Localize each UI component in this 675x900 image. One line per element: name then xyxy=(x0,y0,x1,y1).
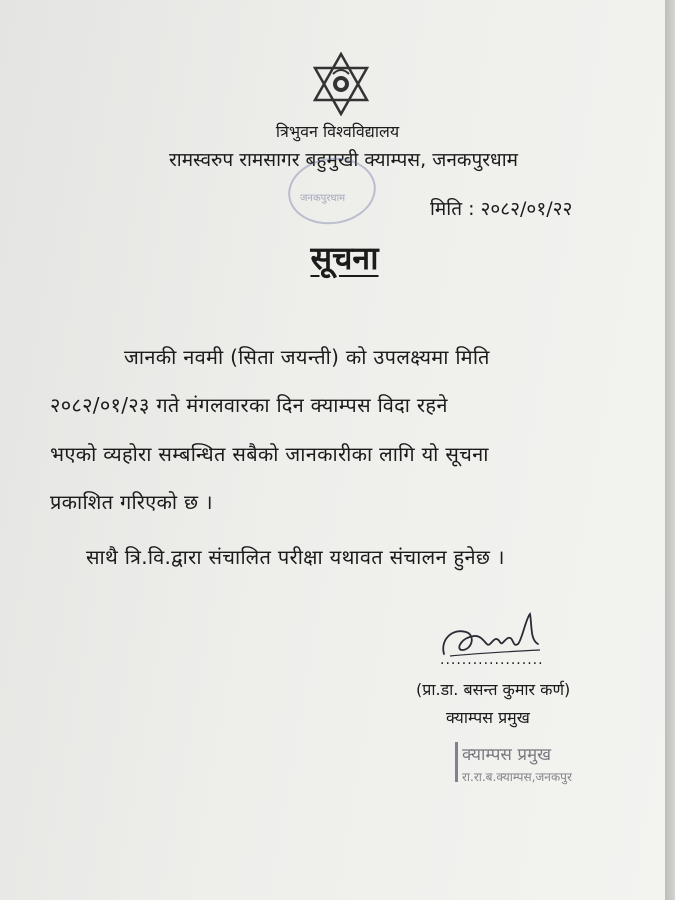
signer-role: क्याम्पस प्रमुख xyxy=(446,708,530,727)
notice-title-text: सूचना xyxy=(310,239,379,277)
body-line-5: साथै त्रि.वि.द्वारा संचालित परीक्षा यथावत संचालन हुनेछ । xyxy=(86,545,505,569)
body-line-3: भएको व्यहोरा सम्बन्धित सबैको जानकारीका लागि यो सूचना xyxy=(50,442,489,466)
official-seal-mark xyxy=(455,742,458,782)
notice-date: मिति : २०८२/०१/२२ xyxy=(430,198,573,220)
notice-title xyxy=(0,236,675,279)
tribhuvan-university-emblem-icon xyxy=(309,52,373,116)
body-line-1: जानकी नवमी (सिता जयन्ती) को उपलक्ष्यमा मिति xyxy=(124,345,490,369)
signature-dotted-line: ................... xyxy=(440,652,544,668)
body-line-2: २०८२/०१/२३ गते मंगलवारका दिन क्याम्पस विदा रहने xyxy=(50,393,448,417)
campus-name: रामस्वरुप रामसागर बहुमुखी क्याम्पस, जनकपुरधाम xyxy=(169,149,518,171)
campus-stamp-text: जनकपुरधाम xyxy=(300,193,346,204)
university-name: त्रिभुवन विश्वविद्यालय xyxy=(275,122,400,141)
official-seal-campus: रा.रा.ब.क्याम्पस,जनकपुर xyxy=(462,770,572,784)
body-line-4: प्रकाशित गरिएको छ । xyxy=(50,490,213,514)
signer-name: (प्रा.डा. बसन्त कुमार कर्ण) xyxy=(416,680,571,699)
official-seal-title: क्याम्पस प्रमुख xyxy=(462,745,552,765)
